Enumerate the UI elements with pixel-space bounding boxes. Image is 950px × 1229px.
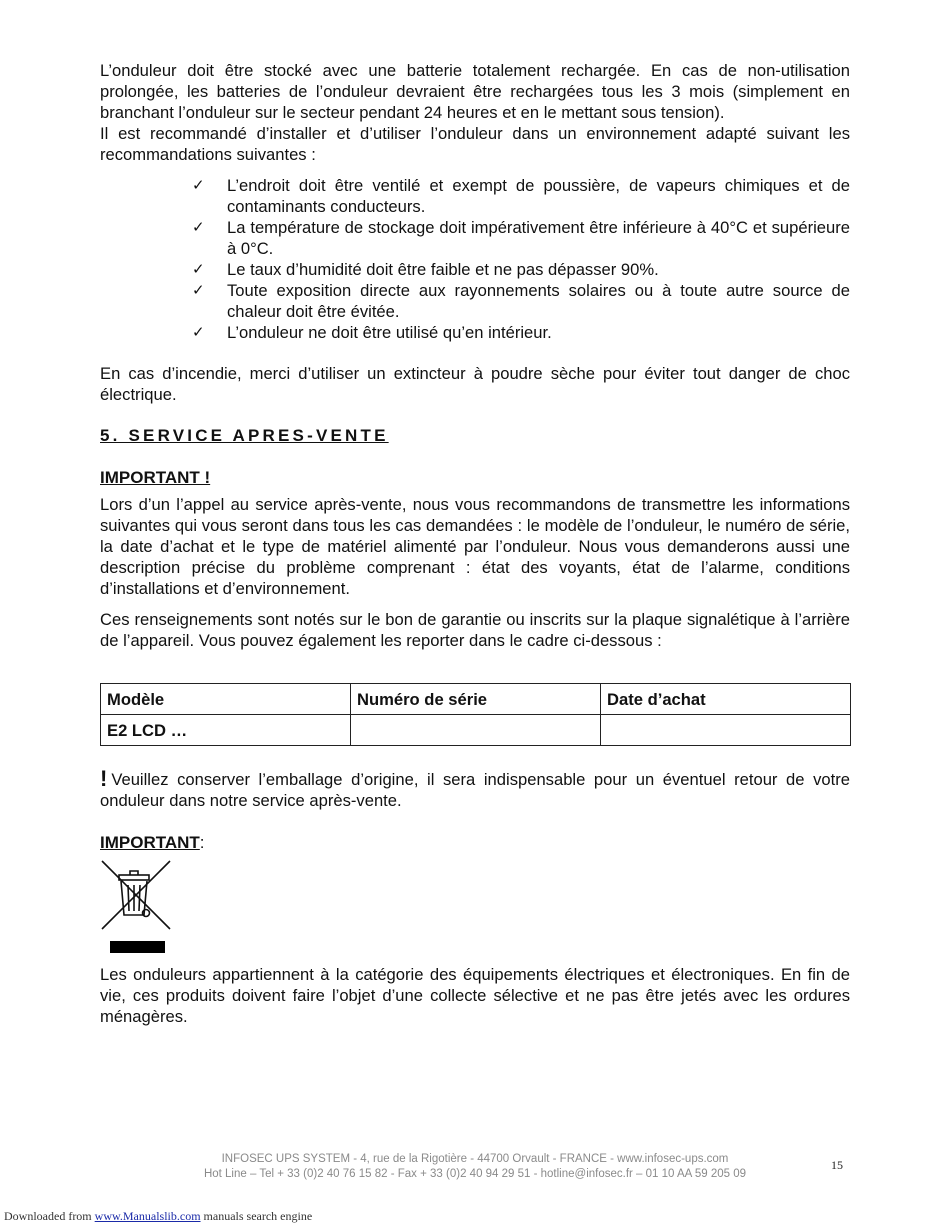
footer-address: INFOSEC UPS SYSTEM - 4, rue de la Rigotière - 44700 Orvault - FRANCE - www.infosec-ups.com (221, 1153, 729, 1165)
list-item: ✓ Toute exposition directe aux rayonnements solaires ou à toute autre source de chaleur doit être évitée. (192, 281, 850, 321)
product-info-table (100, 683, 851, 746)
list-item: ✓ Le taux d’humidité doit être faible et ne pas dépasser 90%. (192, 260, 659, 279)
check-icon: ✓ (192, 176, 205, 194)
header-serial: Numéro de série (351, 684, 601, 715)
list-item: ✓ La température de stockage doit impérativement être inférieure à 40°C et supérieure à 0°C. (192, 218, 850, 258)
check-icon: ✓ (192, 281, 205, 299)
manualslib-link[interactable]: www.Manualslib.com (94, 1209, 201, 1223)
table-header-row (101, 684, 851, 715)
crossed-bin-icon (100, 857, 180, 957)
check-icon: ✓ (192, 260, 205, 278)
intro-paragraph-2: Il est recommandé d’installer et d’utiliser l’onduleur dans un environnement adapté suivant les recommandations suivantes : (100, 124, 850, 164)
cell-purchase-date (601, 715, 851, 746)
exclamation-mark: ! (100, 766, 108, 791)
page-footer (100, 1152, 850, 1182)
page-number: 15 (831, 1158, 843, 1172)
list-item: ✓ L’endroit doit être ventilé et exempt de poussière, de vapeurs chimiques et de contaminants conducteurs. (192, 176, 850, 216)
weee-paragraph: Les onduleurs appartiennent à la catégorie des équipements électriques et électroniques. En fin de vie, ces produits doivent faire l’objet d’une collecte sélective et ne pas être jetés avec les ordures ménagères. (100, 965, 850, 1026)
cell-model: E2 LCD … (101, 715, 351, 746)
check-icon: ✓ (192, 218, 205, 236)
important-heading-2: IMPORTANT: (100, 833, 205, 852)
header-purchase-date: Date d’achat (601, 684, 851, 715)
section-title: 5. SERVICE APRES-VENTE (100, 426, 389, 445)
weee-symbol-svg (100, 857, 180, 957)
footer-hotline: Hot Line – Tel + 33 (0)2 40 76 15 82 - Fax + 33 (0)2 40 94 29 51 - hotline@infosec.fr – 01 10 AA 59 205 09 (203, 1168, 747, 1180)
service-paragraph-1: Lors d’un l’appel au service après-vente, nous vous recommandons de transmettre les informations suivantes qui vous seront dans tous les cas demandées : le modèle de l’onduleur, le numéro de série, la date d’achat et le type de matériel alimenté par l’onduleur. Nous vous demanderons aussi une description précise du problème comprenant : état des voyants, état de l’alarme, conditions d’installations et d’environnement. (100, 495, 850, 598)
packaging-note: ! Veuillez conserver l’emballage d’origine, il sera indispensable pour un éventuel retour de votre onduleur dans notre service après-vente. (100, 766, 850, 810)
table-row (101, 715, 851, 746)
intro-paragraph-1: L’onduleur doit être stocké avec une batterie totalement rechargée. En cas de non-utilisation prolongée, les batteries de l’onduleur devraient être rechargées tous les 3 mois (simplement en branchant l’onduleur sur le secteur pendant 24 heures et en le mettant sous tension). (100, 61, 850, 122)
recommendation-list (100, 175, 850, 343)
list-item: ✓ L’onduleur ne doit être utilisé qu’en intérieur. (192, 323, 552, 342)
check-icon: ✓ (192, 323, 205, 341)
download-credit: Downloaded from www.Manualslib.com manuals search engine (4, 1209, 313, 1223)
fire-note: En cas d’incendie, merci d’utiliser un extincteur à poudre sèche pour éviter tout danger de choc électrique. (100, 364, 850, 404)
page-content (100, 60, 850, 1027)
service-paragraph-2: Ces renseignements sont notés sur le bon de garantie ou inscrits sur la plaque signalétique à l’arrière de l’appareil. Vous pouvez également les reporter dans le cadre ci-dessous : (100, 610, 850, 650)
cell-serial (351, 715, 601, 746)
important-heading: IMPORTANT ! (100, 468, 211, 487)
header-model: Modèle (101, 684, 351, 715)
